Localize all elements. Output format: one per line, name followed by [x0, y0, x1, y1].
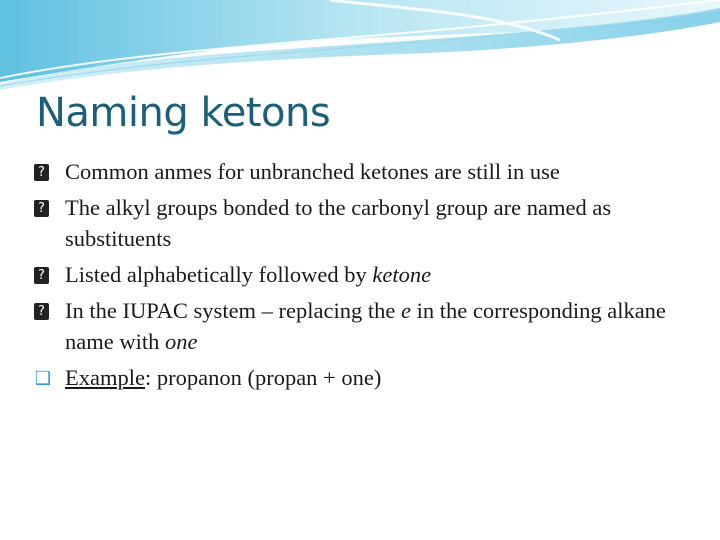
text-run: : propanon (propan + one): [144, 365, 382, 390]
header-wave-decoration: [0, 0, 720, 90]
bullet-text: [65, 159, 560, 184]
text-run: In the IUPAC system – replacing the: [65, 298, 401, 323]
text-run: Common anmes for unbranched ketones are still in use: [65, 159, 560, 184]
underlined-text: Example: [65, 365, 145, 390]
text-run: Listed alphabetically followed by: [65, 262, 373, 287]
emphasis-text: e: [401, 298, 411, 323]
bullet-item: [34, 295, 694, 357]
bullet-text: [65, 298, 666, 354]
page-title: Naming ketons: [36, 90, 331, 136]
bullet-item: [34, 156, 694, 187]
emphasis-text: one: [164, 329, 198, 354]
text-run: in the corresponding alkane name with: [65, 298, 666, 354]
missing-glyph-icon: ?: [34, 164, 49, 181]
bullet-text: [65, 195, 611, 251]
missing-glyph-icon: ?: [34, 267, 49, 284]
missing-glyph-icon: ?: [34, 200, 49, 217]
emphasis-text: ketone: [372, 262, 432, 287]
bullet-list: [34, 156, 694, 398]
bullet-text: [65, 365, 381, 390]
text-run: The alkyl groups bonded to the carbonyl group are named as substituents: [65, 195, 612, 251]
bullet-item: [34, 259, 694, 290]
bullet-text: [65, 262, 431, 287]
bullet-item: [34, 362, 694, 393]
missing-glyph-icon: ?: [34, 303, 49, 320]
checkbox-icon: ❑: [34, 367, 52, 389]
bullet-item: [34, 192, 694, 254]
